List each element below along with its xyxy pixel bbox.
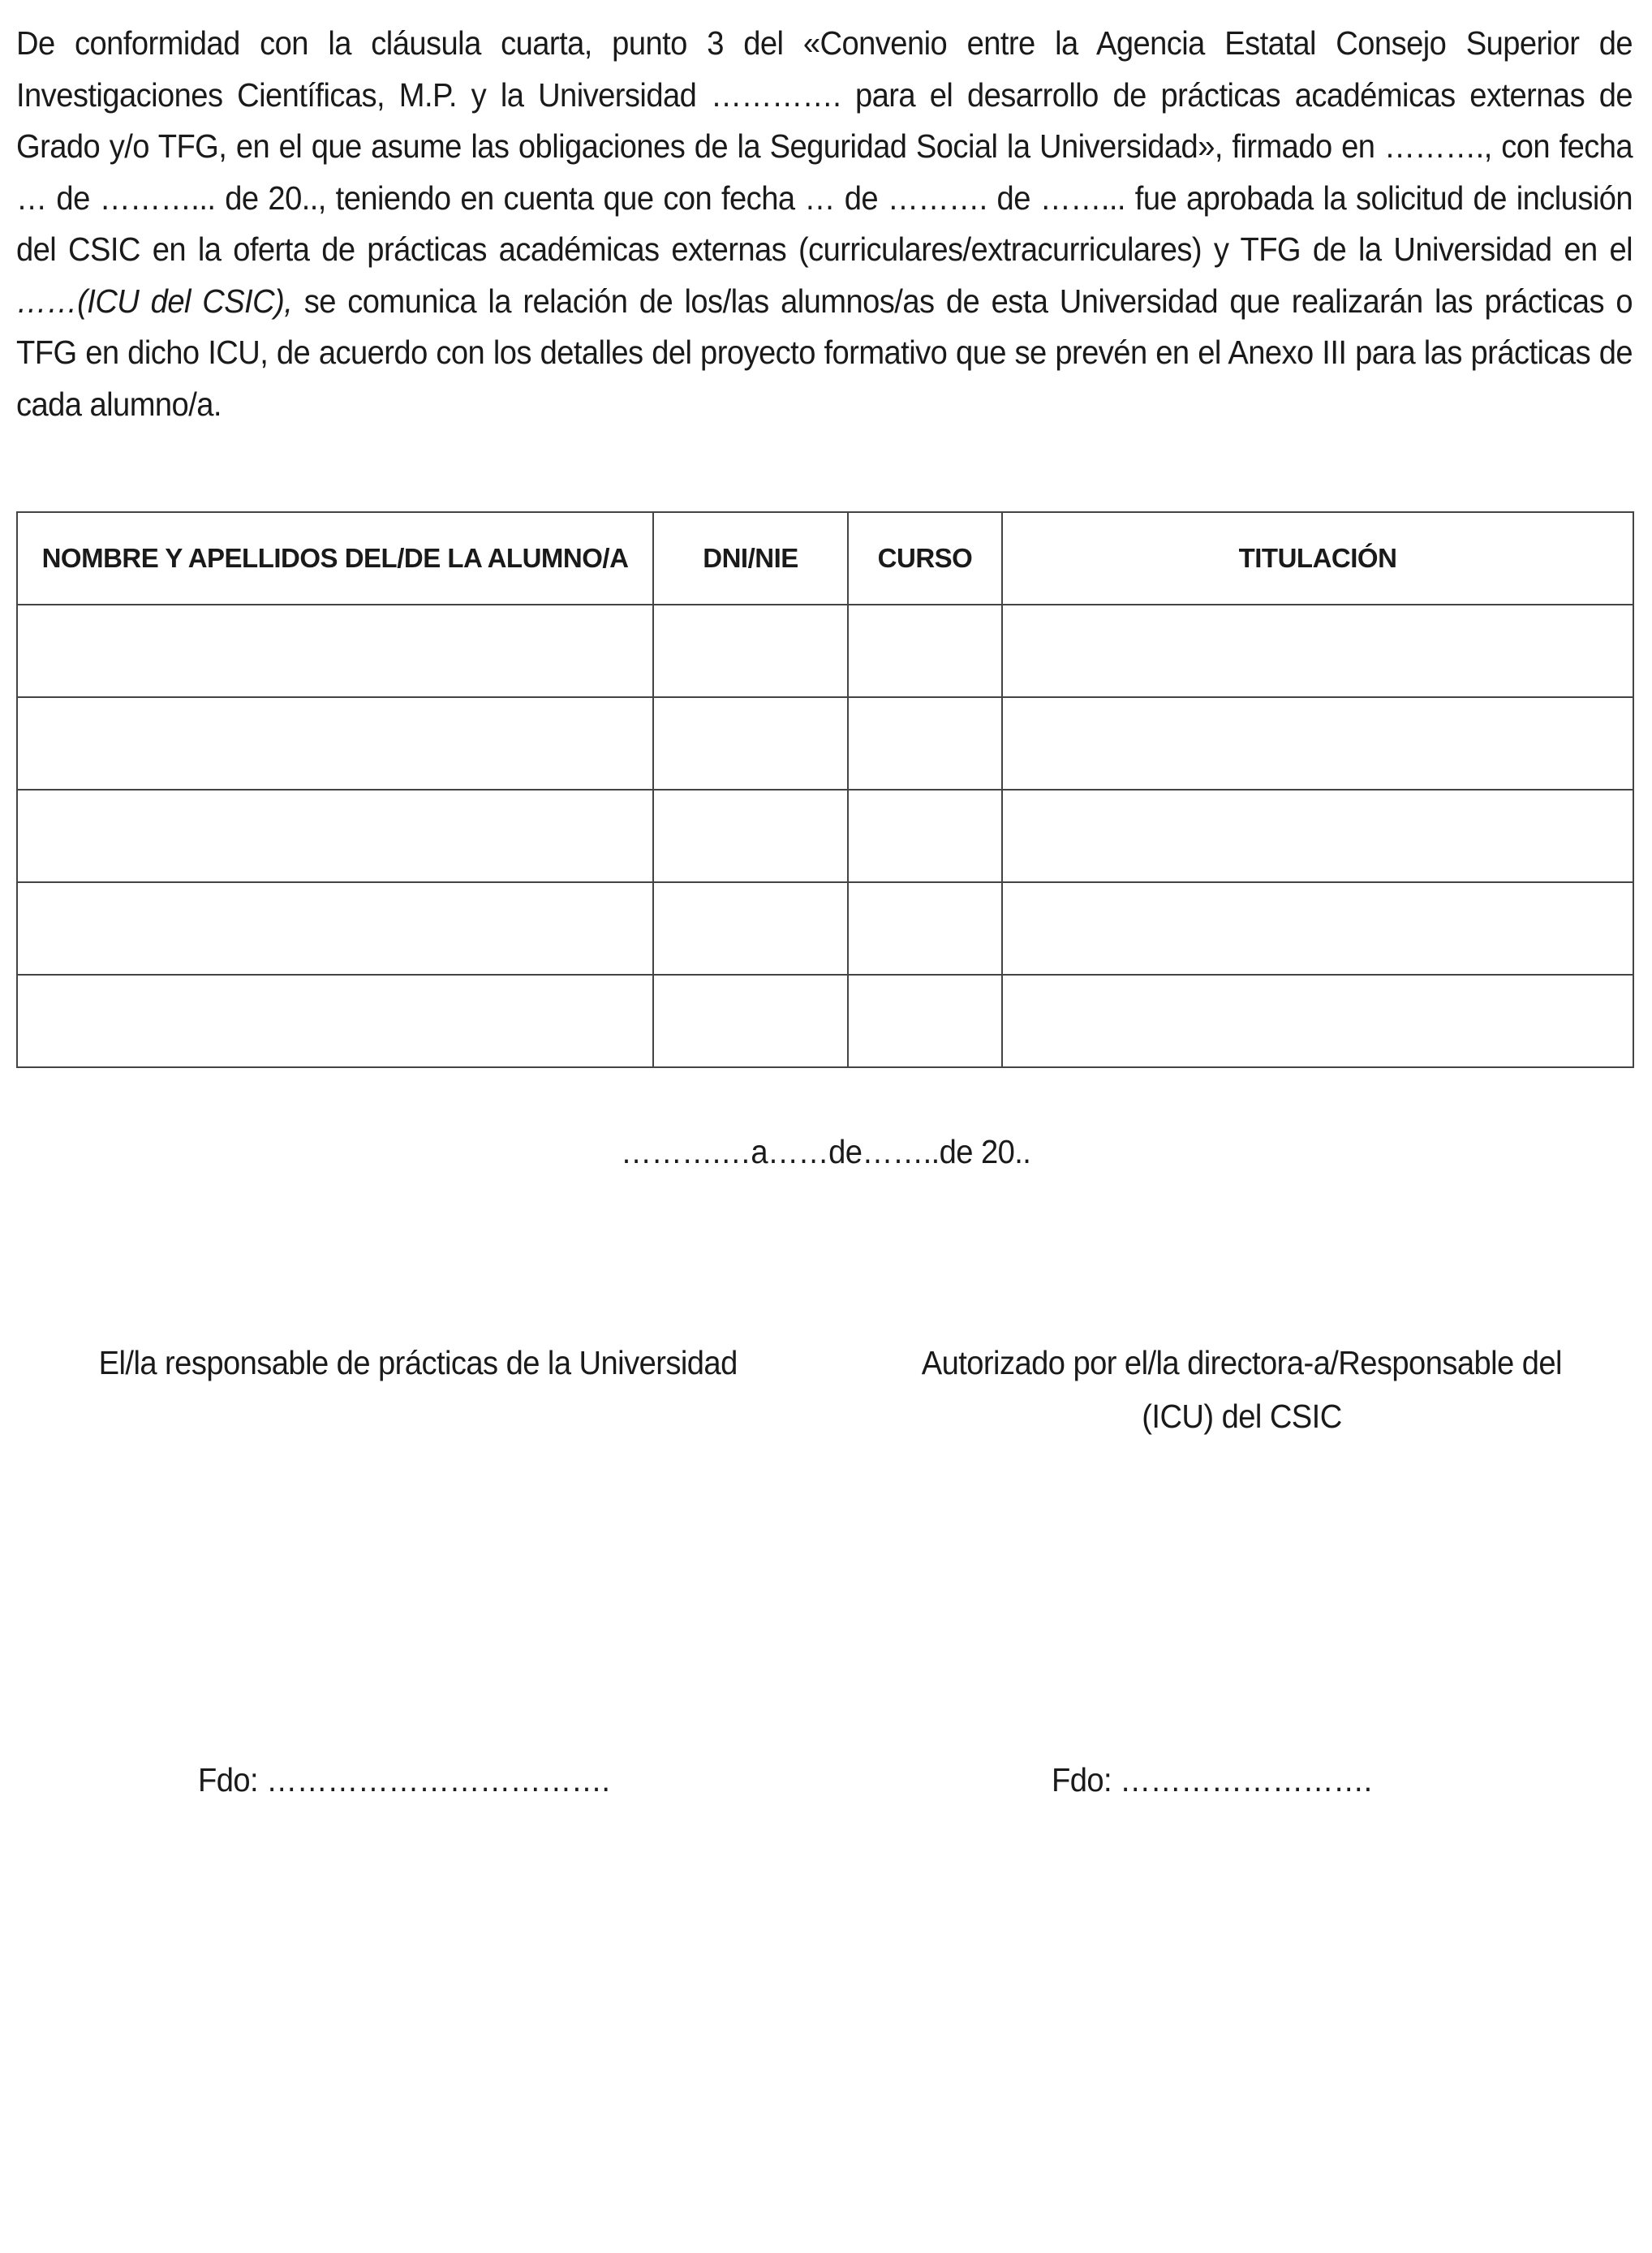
signature-csic	[852, 1336, 1631, 1443]
signature-university-title: El/la responsable de prácticas de la Universidad	[98, 1344, 738, 1381]
cell-curso[interactable]	[848, 605, 1002, 697]
signature-csic-title-line2: (ICU) del CSIC	[1141, 1398, 1342, 1435]
place-date-line	[0, 1133, 1652, 1171]
header-dni: DNI/NIE	[653, 512, 848, 605]
table-row	[17, 605, 1633, 697]
intro-text-part2: se comunica la relación de los/las alumnos/as de esta Universidad que realizarán las prácticas o TFG en dicho ICU, de acuerdo con los detalles del proyecto formativo que se prevén en el Anexo III para las prácticas de cada alumno/a.	[16, 282, 1633, 423]
cell-dni[interactable]	[653, 882, 848, 975]
signature-university-fdo	[198, 1761, 641, 1799]
cell-dni[interactable]	[653, 975, 848, 1067]
header-nombre: NOMBRE Y APELLIDOS DEL/DE LA ALUMNO/A	[17, 512, 653, 605]
cell-dni[interactable]	[653, 697, 848, 790]
cell-nombre[interactable]	[17, 697, 653, 790]
header-titulacion: TITULACIÓN	[1002, 512, 1633, 605]
table-row	[17, 790, 1633, 882]
fdo-left-text: Fdo: …………………………….	[198, 1761, 610, 1799]
cell-titulacion[interactable]	[1002, 882, 1633, 975]
table-row	[17, 882, 1633, 975]
cell-titulacion[interactable]	[1002, 790, 1633, 882]
signature-csic-fdo	[1052, 1761, 1396, 1799]
cell-curso[interactable]	[848, 697, 1002, 790]
cell-curso[interactable]	[848, 790, 1002, 882]
place-date-text: ……….…a……de……..de 20..	[621, 1133, 1031, 1170]
table-header-row	[17, 512, 1633, 605]
cell-dni[interactable]	[653, 790, 848, 882]
cell-nombre[interactable]	[17, 790, 653, 882]
table-row	[17, 975, 1633, 1067]
table-row	[17, 697, 1633, 790]
cell-titulacion[interactable]	[1002, 605, 1633, 697]
intro-text-italic: ……(ICU del CSIC),	[16, 282, 293, 320]
cell-nombre[interactable]	[17, 605, 653, 697]
header-curso: CURSO	[848, 512, 1002, 605]
signature-csic-title-line1: Autorizado por el/la directora-a/Responsable del	[921, 1344, 1562, 1381]
cell-titulacion[interactable]	[1002, 975, 1633, 1067]
intro-paragraph	[16, 18, 1633, 430]
cell-titulacion[interactable]	[1002, 697, 1633, 790]
students-table	[16, 511, 1634, 1068]
intro-text-part1: De conformidad con la cláusula cuarta, punto 3 del «Convenio entre la Agencia Estatal Consejo Superior de Investigaciones Científicas, M.P. y la Universidad …………. para el desarrollo de prácticas académicas externas de Grado y/o TFG, en el que asume las obligaciones de la Seguridad Social la Universidad», firmado en ………., con fecha … de ………... de 20.., teniendo en cuenta que con fecha … de ………. de ……... fue aprobada la solicitud de inclusión del CSIC en la oferta de prácticas académicas externas (curriculares/extracurriculares) y TFG de la Universidad en el	[16, 24, 1633, 268]
cell-nombre[interactable]	[17, 882, 653, 975]
cell-nombre[interactable]	[17, 975, 653, 1067]
cell-dni[interactable]	[653, 605, 848, 697]
cell-curso[interactable]	[848, 975, 1002, 1067]
signature-university	[32, 1336, 803, 1389]
cell-curso[interactable]	[848, 882, 1002, 975]
fdo-right-text: Fdo: …………………….	[1052, 1761, 1372, 1799]
